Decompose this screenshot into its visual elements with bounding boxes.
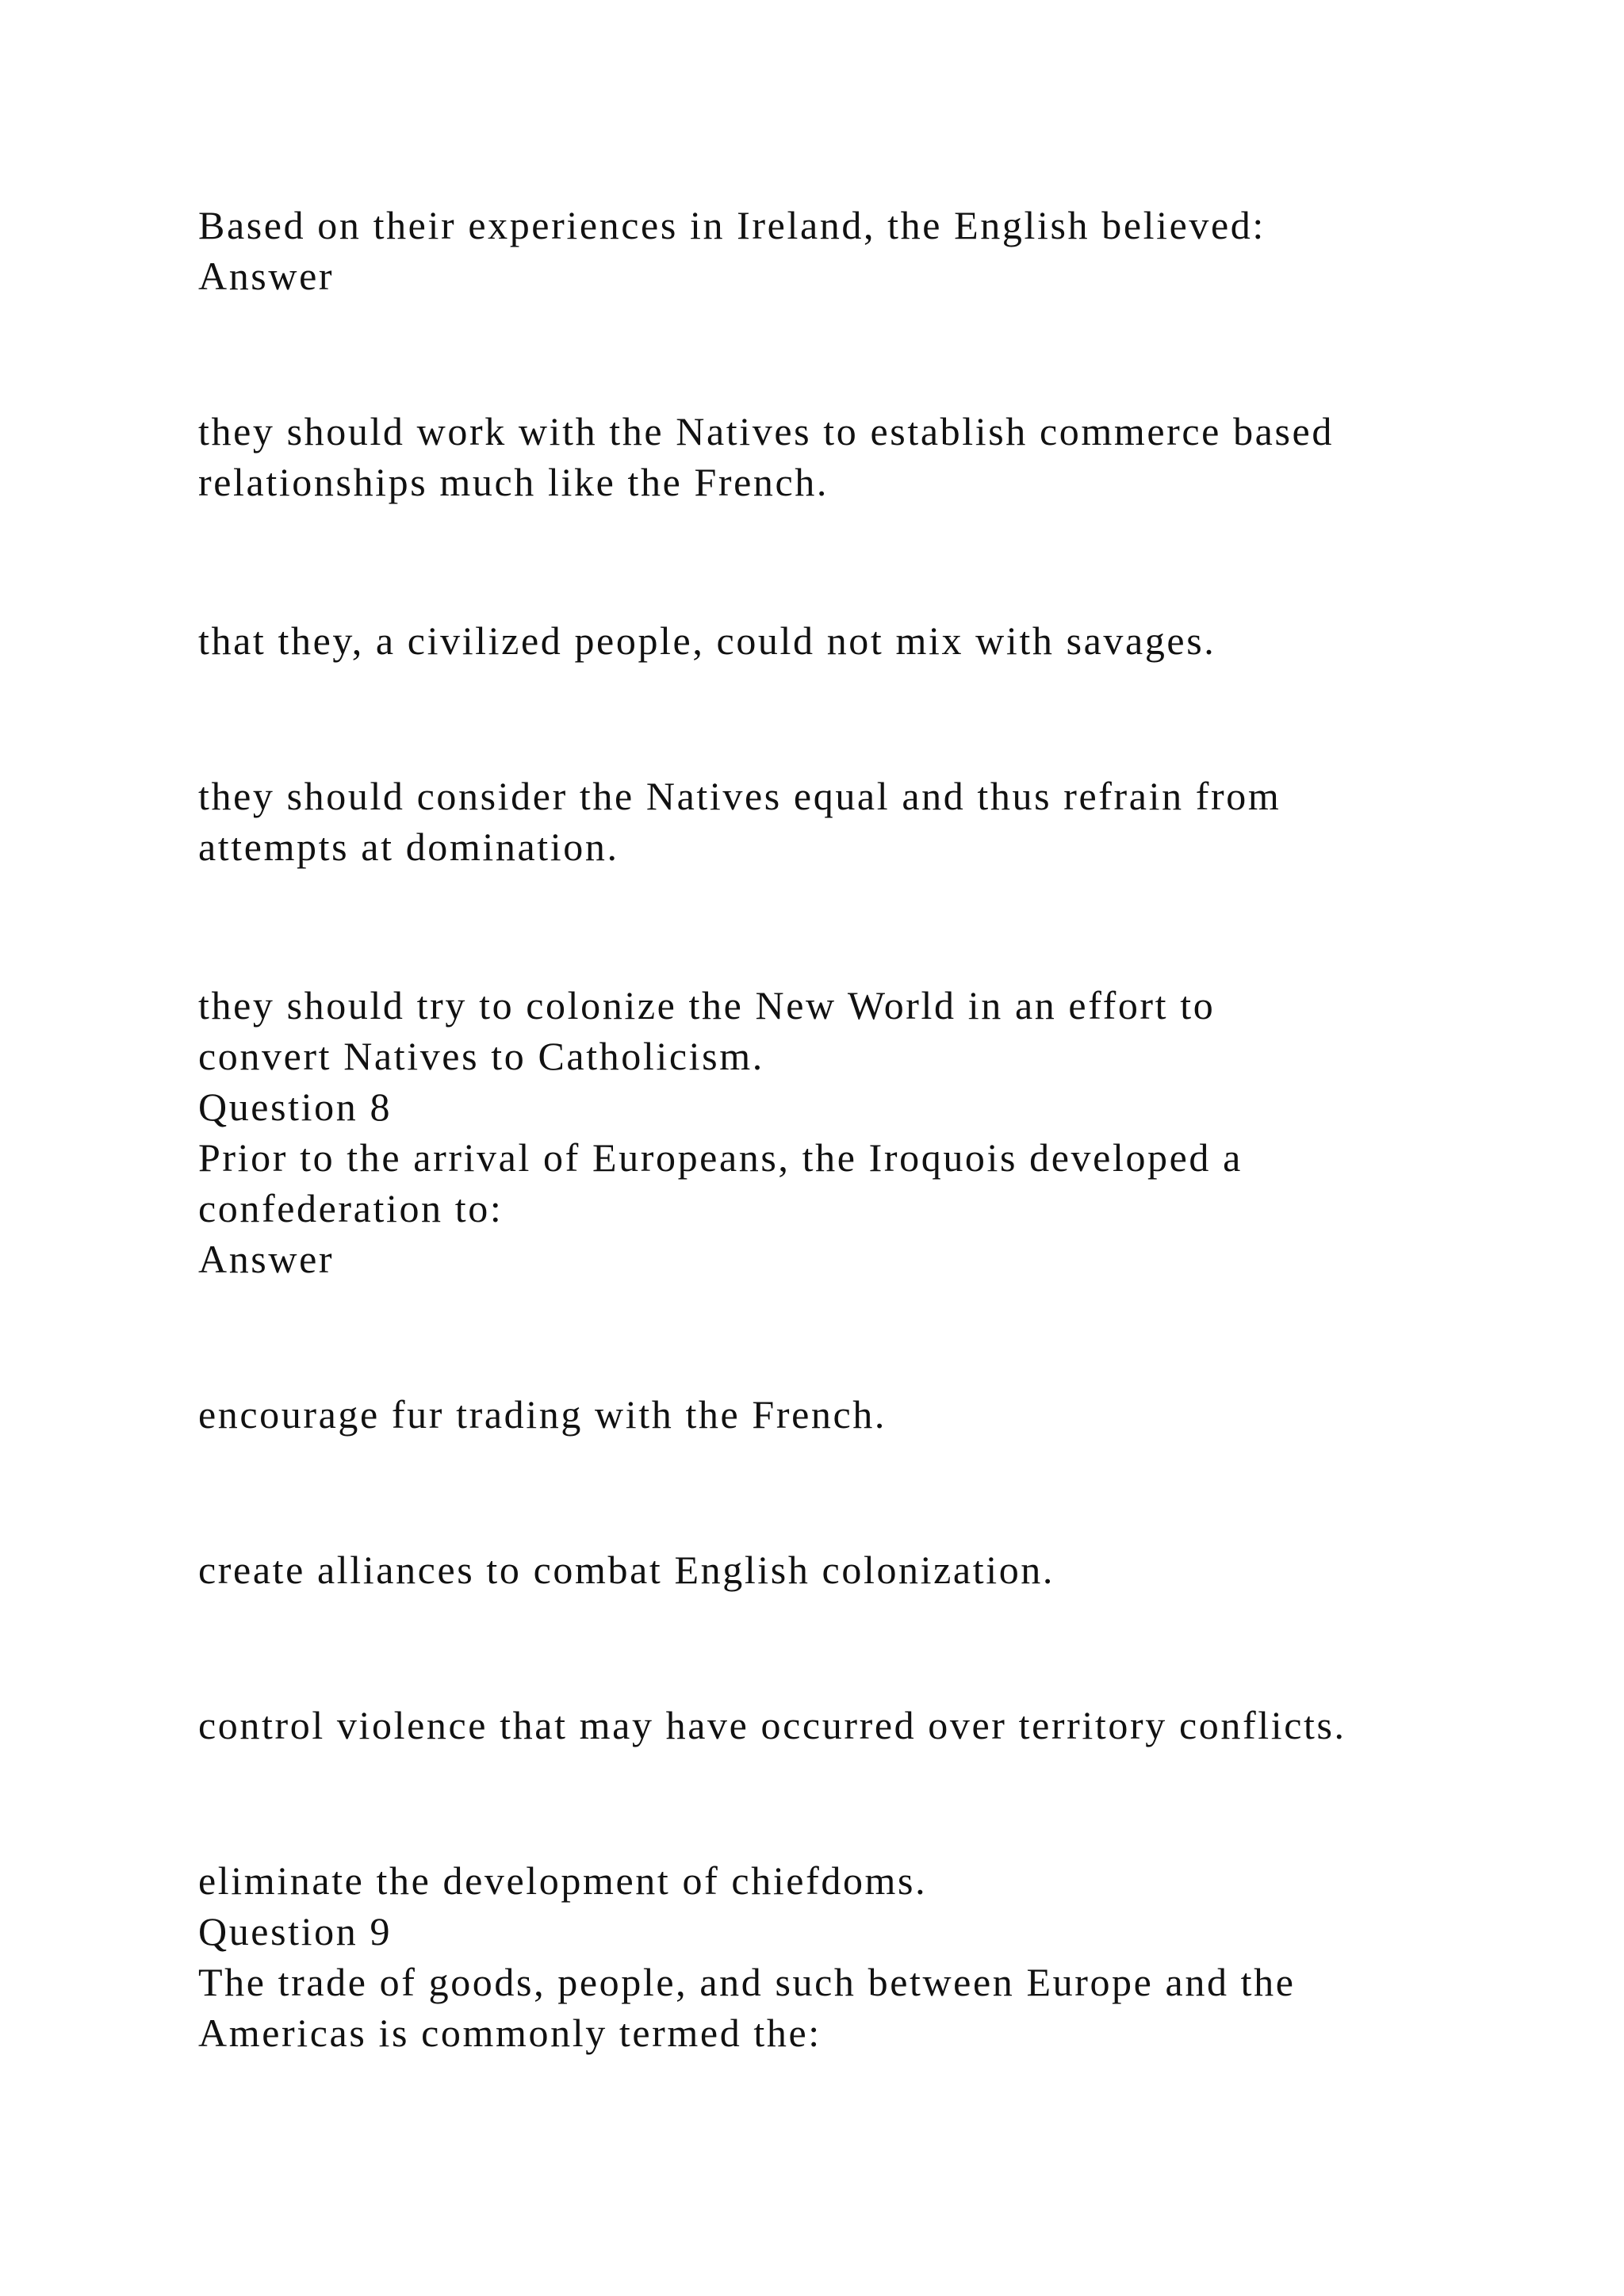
answer-label: Answer — [198, 1237, 335, 1281]
q8-option-1: encourage fur trading with the French. — [198, 1392, 887, 1437]
q8-option-4: eliminate the development of chiefdoms. — [198, 1858, 928, 1903]
q7-option-3-line-1: they should consider the Natives equal and thus refrain from — [198, 774, 1281, 818]
question-9-stem-line-1: The trade of goods, people, and such between Europe and the — [198, 1960, 1296, 2004]
q7-option-3-line-2: attempts at domination. — [198, 825, 619, 869]
question-8-stem-line-2: confederation to: — [198, 1186, 504, 1230]
question-9-stem-line-2: Americas is commonly termed the: — [198, 2011, 822, 2055]
answer-label: Answer — [198, 254, 335, 298]
q8-option-3: control violence that may have occurred over territory conflicts. — [198, 1703, 1346, 1747]
q7-option-2: that they, a civilized people, could not mix with savages. — [198, 618, 1216, 663]
question-8-heading: Question 8 — [198, 1085, 393, 1129]
q7-option-4-line-1: they should try to colonize the New World in an effort to — [198, 983, 1216, 1027]
question-9-heading: Question 9 — [198, 1909, 393, 1954]
q8-option-2: create alliances to combat English colonization. — [198, 1548, 1055, 1592]
q7-option-1-line-1: they should work with the Natives to establish commerce based — [198, 409, 1334, 453]
q7-option-1-line-2: relationships much like the French. — [198, 460, 829, 504]
question-8-stem-line-1: Prior to the arrival of Europeans, the Iroquois developed a — [198, 1135, 1243, 1180]
q7-option-4-line-2: convert Natives to Catholicism. — [198, 1034, 764, 1078]
question-7-stem: Based on their experiences in Ireland, the English believed: — [198, 203, 1266, 247]
